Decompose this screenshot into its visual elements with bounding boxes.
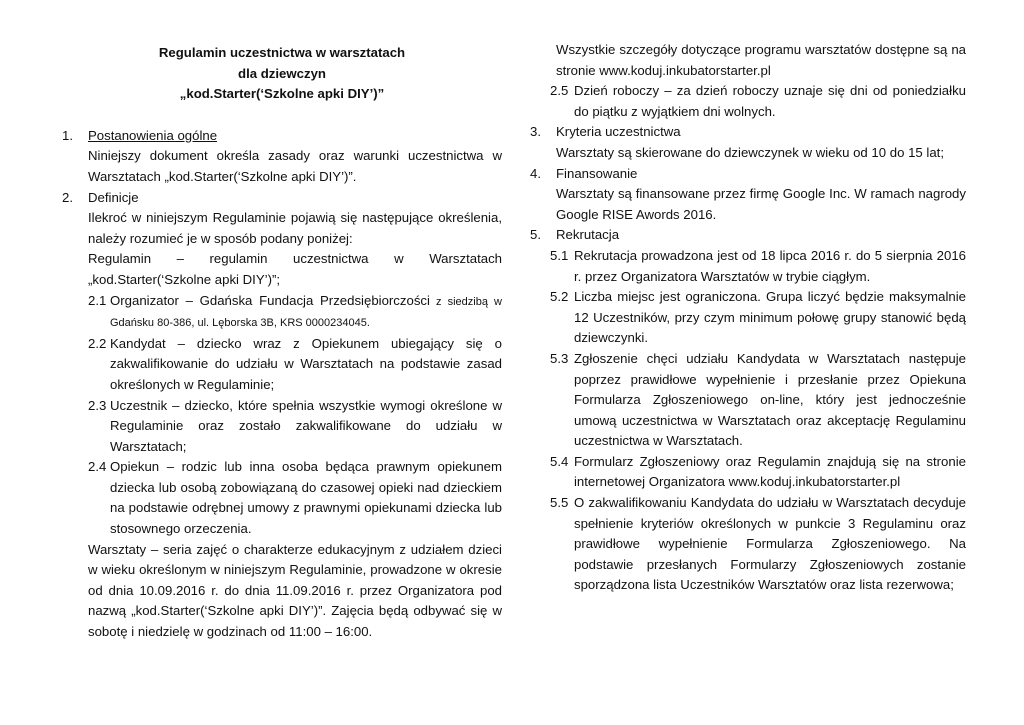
- section-title: Rekrutacja: [556, 227, 620, 243]
- item-text: O zakwalifikowaniu Kandydata do udziału w Warsztatach decyduje spełnienie kryteriów określonych w punkcie 3 Regulaminu oraz prawidłowe wypełnienie Formularza Zgłoszeniowego. Na podstawie przesłanych Formularzy Zgłoszeniowych zostanie sporządzona lista Uczestników Warsztatów oraz lista rezerwowa;: [574, 495, 966, 593]
- item-number: 2.4: [88, 459, 107, 475]
- section-4-text: Warsztaty są finansowane przez firmę Google Inc. W ramach nagrody Google RISE Awords 2016.: [556, 186, 966, 222]
- definition-warsztaty: Warsztaty – seria zajęć o charakterze edukacyjnym z udziałem dzieci w wieku określonym w niniejszym Regulaminie, prowadzone w okresie od dnia 10.09.2016 r. do dnia 11.09.2016 r. przez Organizatora pod nazwą „kod.Starter(‘Szkolne apki DIY’)”. Zajęcia będą odbywać się w sobotę i niedzielę w godzinach od 11:00 – 16:00.: [88, 541, 502, 640]
- document-title: [62, 43, 502, 105]
- section-5-heading: [530, 225, 966, 246]
- list-item: [530, 81, 966, 122]
- continued-text: Wszystkie szczegóły dotyczące programu warsztatów dostępne są na stronie www.koduj.inkubatorstarter.pl: [556, 42, 966, 78]
- item-number: 2.5: [550, 83, 569, 99]
- item-number: 5.1: [550, 247, 569, 263]
- section-title: Definicje: [88, 189, 139, 205]
- item-number: 5.5: [550, 495, 569, 511]
- section-1-heading: [62, 126, 502, 147]
- title-line-3: „kod.Starter(‘Szkolne apki DIY’)”: [179, 86, 385, 102]
- section-2-intro: Ilekroć w niniejszym Regulaminie pojawią się następujące określenia, należy rozumieć je w sposób podany poniżej:: [88, 210, 502, 246]
- item-number: 5.3: [550, 350, 569, 366]
- section-1-text: Niniejszy dokument określa zasady oraz warunki uczestnictwa w Warsztatach „kod.Starter(‘Szkolne apki DIY’)”.: [88, 148, 502, 184]
- list-item: [62, 396, 502, 458]
- item-text-small: z siedzibą w Gdańsku 80-386, ul. Lęborska 3B, KRS 0000234045.: [110, 295, 502, 330]
- section-title: Finansowanie: [556, 165, 638, 181]
- list-item: [530, 349, 966, 452]
- section-title: Kryteria uczestnictwa: [556, 124, 681, 140]
- title-line-2: dla dziewczyn: [238, 65, 326, 81]
- section-2-heading: [62, 188, 502, 209]
- item-text: Opiekun – rodzic lub inna osoba będąca prawnym opiekunem dziecka lub osobą zobowiązaną do czasowej opieki nad dzieckiem na podstawie odrębnej umowy z prawnymi opiekunami dziecka lub stosownego orzeczenia.: [110, 459, 502, 537]
- section-number: 4.: [530, 165, 541, 181]
- item-number: 5.4: [550, 453, 569, 469]
- item-number: 2.1: [88, 292, 107, 308]
- list-item: [62, 291, 502, 334]
- section-number: 5.: [530, 227, 541, 243]
- item-number: 2.3: [88, 397, 107, 413]
- section-4-heading: [530, 164, 966, 185]
- right-column: [530, 40, 966, 596]
- item-text: Formularz Zgłoszeniowy oraz Regulamin znajdują się na stronie internetowej Organizatora www.koduj.inkubatorstarter.pl: [574, 453, 966, 490]
- item-text: Rekrutacja prowadzona jest od 18 lipca 2016 r. do 5 sierpnia 2016 r. przez Organizatora Warsztatów w trybie ciągłym.: [574, 247, 966, 284]
- item-text: Dzień roboczy – za dzień roboczy uznaje się dni od poniedziałku do piątku z wyjątkiem dni wolnych.: [574, 83, 966, 119]
- list-item: [530, 452, 966, 493]
- section-number: 1.: [62, 127, 73, 143]
- item-text: Kandydat – dziecko wraz z Opiekunem ubiegający się o zakwalifikowanie do udziału w Warsztatach na podstawie zasad określonych w Regulaminie;: [110, 335, 502, 392]
- section-number: 2.: [62, 189, 73, 205]
- title-line-1: Regulamin uczestnictwa w warsztatach: [158, 45, 406, 60]
- section-number: 3.: [530, 124, 541, 140]
- item-text: Liczba miejsc jest ograniczona. Grupa liczyć będzie maksymalnie 12 Uczestników, przy czym minimum połowę grupy stanowić będą dziewczynki.: [574, 289, 966, 346]
- list-item: [62, 334, 502, 396]
- item-text: Organizator – Gdańska Fundacja Przedsiębiorczości: [110, 292, 430, 308]
- item-number: 5.2: [550, 289, 569, 305]
- item-text: Zgłoszenie chęci udziału Kandydata w Warsztatach następuje poprzez prawidłowe wypełnienie i przesłanie przez Opiekuna Formularza Zgłoszeniowego on-line, który jest jednocześnie umową uczestnictwa w Warsztatach oraz akceptację Regulaminu uczestnictwa w Warsztatach.: [574, 350, 966, 449]
- list-item: [530, 287, 966, 349]
- section-title: Postanowienia ogólne: [88, 127, 218, 143]
- left-column: [62, 0, 502, 643]
- list-item: [62, 457, 502, 539]
- list-item: [530, 246, 966, 287]
- section-3-heading: [530, 122, 966, 143]
- section-3-text: Warsztaty są skierowane do dziewczynek w wieku od 10 do 15 lat;: [556, 144, 944, 160]
- list-item: [530, 493, 966, 596]
- item-number: 2.2: [88, 335, 107, 351]
- item-text: Uczestnik – dziecko, które spełnia wszystkie wymogi określone w Regulaminie oraz zostało zakwalifikowane do udziału w Warsztatach;: [110, 397, 502, 454]
- definition-regulamin: Regulamin – regulamin uczestnictwa w Warsztatach „kod.Starter(‘Szkolne apki DIY’)”;: [88, 251, 502, 287]
